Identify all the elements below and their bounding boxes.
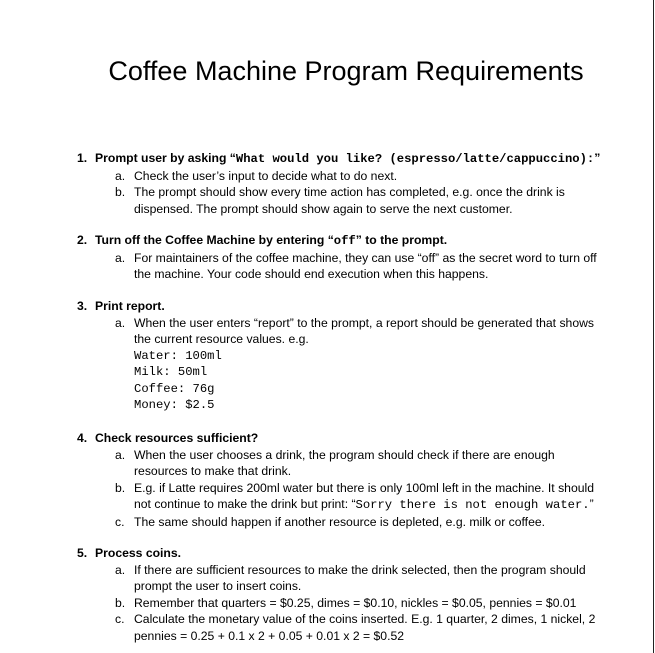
report-code-block xyxy=(77,348,617,414)
sub-item xyxy=(77,611,604,644)
sub-letter: a. xyxy=(115,250,126,265)
off-code: off xyxy=(333,234,356,248)
quote-open: “ xyxy=(229,151,236,165)
code-line: Water: 100ml xyxy=(134,348,222,363)
sub-letter: a. xyxy=(115,562,126,577)
sub-letter: c. xyxy=(115,612,125,626)
requirement-number: 4. xyxy=(77,431,88,445)
sub-text: E.g. if Latte requires 200ml water but there is only 100ml left in the machine. It should not continue to make the drink but print: “ xyxy=(134,480,594,511)
sub-text: For maintainers of the coffee machine, they can use “off” as the secret word to turn off the machine. Your code should end execution when this happens. xyxy=(134,250,597,281)
sub-item xyxy=(77,168,604,185)
requirement-heading xyxy=(77,298,617,315)
requirement-heading xyxy=(77,232,617,250)
sub-text: Check the user’s input to decide what to do next. xyxy=(134,168,398,183)
code-line: Money: $2.5 xyxy=(134,398,215,412)
sub-text-after: ” xyxy=(589,497,594,511)
sub-item xyxy=(77,562,604,595)
requirement-number: 5. xyxy=(77,546,88,560)
code-line: Milk: 50ml xyxy=(134,365,208,379)
sub-text: Calculate the monetary value of the coins inserted. E.g. 1 quarter, 2 dimes, 1 nickel, 2 pennies = 0.25 + 0.1 x 2 + 0.05 + 0.01 x 2 = $0.52 xyxy=(134,612,596,643)
sub-text: When the user chooses a drink, the program should check if there are enough resources to make that drink. xyxy=(134,447,555,478)
requirement-4 xyxy=(77,430,617,530)
heading-text: Turn off the Coffee Machine by entering “ xyxy=(95,233,334,247)
requirement-number: 3. xyxy=(77,299,88,313)
sub-item xyxy=(77,514,604,531)
heading-text: Print report. xyxy=(95,299,165,313)
sub-item xyxy=(77,315,604,348)
sub-item xyxy=(77,250,604,283)
sub-text: Remember that quarters = $0.25, dimes = $0.10, nickles = $0.05, pennies = $0.01 xyxy=(134,595,577,610)
sub-letter: b. xyxy=(115,595,126,610)
sub-item xyxy=(77,184,604,217)
sub-item xyxy=(77,480,604,514)
requirement-number: 2. xyxy=(77,233,88,247)
requirement-heading xyxy=(77,545,617,562)
sub-text: The same should happen if another resource is depleted, e.g. milk or coffee. xyxy=(134,514,546,529)
requirement-3 xyxy=(77,298,617,414)
heading-text: Process coins. xyxy=(95,546,182,560)
heading-text: Prompt user by asking xyxy=(95,151,230,165)
sub-letter: b. xyxy=(115,185,126,199)
heading-text-after: ” to the prompt. xyxy=(355,233,448,247)
requirement-5 xyxy=(77,545,617,644)
requirement-2 xyxy=(77,232,617,283)
sub-item xyxy=(77,595,604,612)
requirement-heading xyxy=(77,150,617,168)
heading-text: Check resources sufficient? xyxy=(95,431,259,445)
sub-letter: a. xyxy=(115,447,126,462)
code-line: Coffee: 76g xyxy=(134,381,215,396)
requirement-1 xyxy=(77,150,617,217)
prompt-code: What would you like? (espresso/latte/cappuccino): xyxy=(235,152,595,166)
requirement-heading xyxy=(77,430,617,447)
sub-letter: a. xyxy=(115,168,126,183)
sub-letter: c. xyxy=(115,514,125,529)
sub-letter: b. xyxy=(115,480,126,495)
sub-letter: a. xyxy=(115,315,126,330)
sub-item xyxy=(77,447,604,480)
error-message-code: Sorry there is not enough water. xyxy=(355,498,590,512)
quote-close: ” xyxy=(594,151,601,165)
sub-text: When the user enters “report” to the prompt, a report should be generated that shows the current resource values. e.g. xyxy=(134,315,594,346)
sub-text: The prompt should show every time action has completed, e.g. once the drink is dispensed. The prompt should show again to serve the next customer. xyxy=(134,185,565,216)
page-title: Coffee Machine Program Requirements xyxy=(108,56,584,86)
requirement-number: 1. xyxy=(77,151,88,165)
sub-text: If there are sufficient resources to make the drink selected, then the program should prompt the user to insert coins. xyxy=(134,562,586,593)
